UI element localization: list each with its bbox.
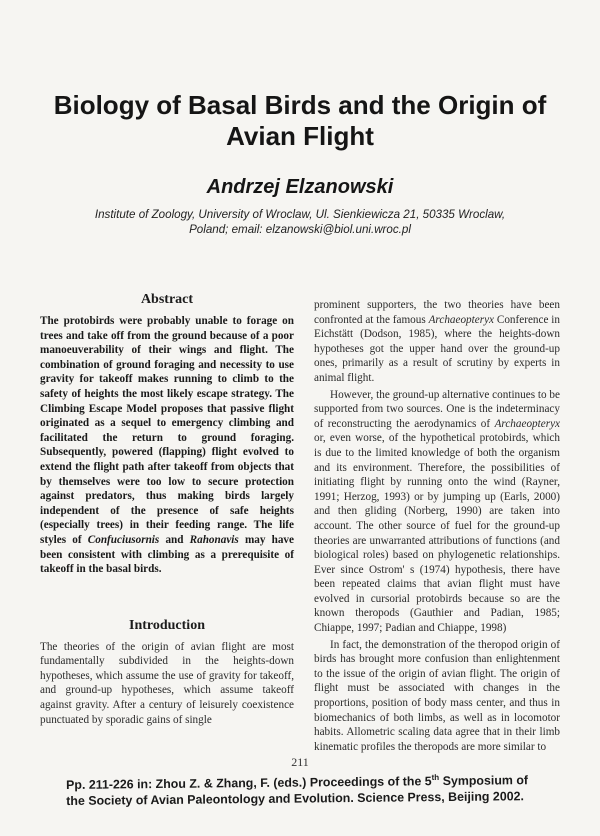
p2-text-b: or, even worse, of the hypothetical protobirds, which is due to the limited knowledge of both the organism and its environment. Therefore, the possibilities of initiating flight by running onto the wind (Rayner, 1991; Herzog, 1993) or by jumping up (Earls, 2000) and then gliding (Norberg, 1990) are taken into account. The other source of fuel for the ground-up theories are unwarranted attributions of functions (and biological roles) based on phylogenetic relationships. Ever since Ostrom' s (1974) hypothesis, there have been repeated claims that avian flight must have evolved in cursorial protobirds because so are the known theropods (Gauthier and Padian, 1985; Chiappe, 1997; Padian and Chiappe, 1998) bbox=[314, 432, 560, 635]
author-affiliation bbox=[44, 207, 556, 237]
paragraph-1 bbox=[314, 298, 560, 386]
page-number: 211 bbox=[291, 755, 309, 769]
abstract-text-part2: may have been consistent with climbing as a prerequisite of takeoff in the basal birds. bbox=[40, 533, 294, 576]
citation-part1: Pp. 211-226 in: Zhou Z. & Zhang, F. (eds.) Proceedings of the 5 bbox=[66, 774, 432, 792]
introduction-heading: Introduction bbox=[129, 617, 205, 633]
affiliation-line-2: Poland; email: elzanowski@biol.uni.wroc.pl bbox=[189, 223, 411, 236]
left-column bbox=[40, 291, 294, 727]
abstract-text-part1: The protobirds were probably unable to forage on trees and take off from the ground because of a poor manoeuverability of their wings and flight. The combination of ground foraging and necessity to use gravity for takeoff makes running to climb to the safety of heights the most likely escape strategy. The Climbing Escape Model proposes that passive flight originated as a sequel to emergency climbing and facilitated the return to ground foraging. Subsequently, powered (flapping) flight evolved to extend the flight path after takeoff from objects that by themselves were too low to secure protection against predators, thus making birds largely independent of the presence of safe heights (especially trees) in their feeding range. The life styles of bbox=[40, 315, 294, 546]
citation-superscript: th bbox=[431, 772, 440, 783]
abstract-body bbox=[40, 314, 294, 577]
affiliation-line-1: Institute of Zoology, University of Wroclaw, Ul. Sienkiewicza 21, 50335 Wroclaw, bbox=[94, 208, 506, 221]
genus-confuciusornis: Confuciusornis bbox=[87, 533, 160, 546]
abstract-heading: Abstract bbox=[140, 292, 194, 307]
abstract-and: and bbox=[159, 533, 190, 546]
p1-text-b: Conference in Eichstätt (Dodson, 1985), where the heights-down hypotheses got the upper hand over the ground-up ones, primarily as a result of scrutiny by experts in animal flight. bbox=[314, 313, 560, 384]
citation-footer bbox=[66, 772, 546, 809]
author-name: Andrzej Elzanowski bbox=[206, 176, 394, 198]
right-column bbox=[314, 298, 560, 754]
introduction-body: The theories of the origin of avian flight are most fundamentally subdivided in the heights-down hypotheses, which assume the use of gravity for takeoff, and ground-up hypotheses, which assume takeoff against gravity. After a century of leisurely coexistence punctuated by sporadic gains of single bbox=[40, 640, 294, 726]
taxon-archaeopteryx-2: Archaeopteryx bbox=[494, 417, 560, 430]
paragraph-2 bbox=[314, 388, 560, 636]
genus-rahonavis: Rahonavis bbox=[189, 533, 239, 546]
paper-title: Biology of Basal Birds and the Origin of Avian Flight bbox=[53, 90, 547, 151]
p2-text-a: However, the ground-up alternative continues to be supported from two sources. One is the indeterminacy of reconstructing the aerodynamics of bbox=[314, 388, 560, 430]
p1-text-a: prominent supporters, the two theories have been confronted at the famous bbox=[314, 299, 560, 326]
taxon-archaeopteryx-1: Archaeopteryx bbox=[428, 313, 495, 326]
citation-part2: Symposium of the Society of Avian Paleontology and Evolution. Science Press, Beijing 2002. bbox=[66, 773, 529, 808]
paragraph-3: In fact, the demonstration of the theropod origin of birds has brought more confusion than enlightenment to the issue of the origin of avian flight. The origin of flight must be associated with changes in the proportions, position of body mass center, and thus in biomechanics of both limbs, as well as in locomotor habits. Allometric scaling data agree that in their limb kinematic profiles the theropods are more similar to bbox=[314, 638, 560, 753]
